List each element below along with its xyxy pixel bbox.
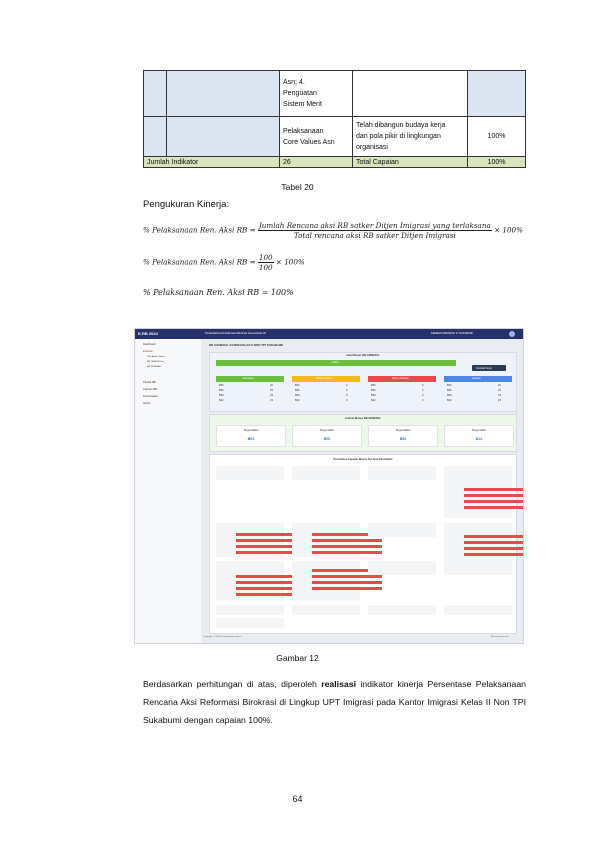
total-count: 26: [280, 157, 353, 168]
target-card[interactable]: [292, 425, 362, 447]
footer-right: Biro Perencanaan: [491, 636, 509, 638]
status-value: 23: [498, 389, 501, 392]
paragraph-text: indikator kinerja Persentase Pelaksanaan Rencana Aksi Reformasi Birokrasi di Lingkup UPT Imigrasi pada Kantor Imigrasi Kelas II Non TPI Sukabumi dengan capaian 100%.: [143, 679, 526, 725]
progress-row: [312, 551, 382, 554]
area-card: [216, 605, 284, 615]
area-card: [292, 466, 360, 480]
status-col-selesai: [444, 376, 512, 408]
footer-copyright: Copyright © 2024 Kementerian Imigrasi: [203, 636, 242, 638]
status-col-dalam-proses: [292, 376, 360, 408]
progress-row: [464, 547, 524, 550]
period-label: B12: [371, 399, 376, 402]
total-capaian-value: 100%: [468, 157, 526, 168]
target-label: Target Waktu: [395, 429, 411, 432]
progress-row: [464, 494, 524, 497]
formula-numerator: 100: [258, 253, 273, 262]
period-label: B09: [295, 394, 300, 397]
table-cell: [280, 71, 353, 117]
target-title: Lembar Monev RB GENERAL: [344, 417, 382, 420]
sidebar-subitem-tematik[interactable]: RB TEMATIK Evs: [147, 361, 165, 363]
status-value: 0: [422, 384, 424, 387]
progress-row: [464, 553, 524, 556]
area-card: [216, 561, 284, 601]
app-logo: E-RB 2024: [138, 331, 158, 336]
hasil-monev-panel: [209, 352, 517, 412]
status-value: 23: [498, 394, 501, 397]
target-card[interactable]: [444, 425, 514, 447]
table-cell: [144, 71, 167, 117]
progress-row: [312, 575, 382, 578]
area-card: [368, 466, 436, 480]
progress-label: 100%: [332, 361, 339, 364]
status-value: 0: [346, 394, 348, 397]
target-value: B12: [475, 437, 483, 441]
formula-times: × 100%: [494, 225, 523, 235]
table-cell: [353, 71, 468, 117]
topbar-title: Portal Elektronik Reformasi Birokrasi Kementerian RI: [205, 332, 266, 335]
screenshot-topbar: [135, 329, 523, 339]
total-label: Jumlah Indikator: [144, 157, 280, 168]
table-cell: [144, 117, 167, 157]
period-label: B06: [371, 389, 376, 392]
formula-1: [143, 221, 523, 240]
total-row: [144, 157, 526, 168]
screenshot-sidebar: [135, 339, 201, 643]
sidebar-item-dashboard[interactable]: Dashboard: [143, 343, 156, 346]
target-panel: [209, 414, 517, 452]
section-heading: Pengukuran Kinerja:: [143, 199, 230, 210]
status-value: 0: [422, 389, 424, 392]
area-card: [368, 523, 436, 537]
table-cell: [280, 117, 353, 157]
progress-row: [464, 535, 524, 538]
indicator-table: [143, 70, 526, 168]
period-label: B03: [219, 384, 224, 387]
progress-row: [464, 488, 524, 491]
cell-text: dan pola pikir di lingkungan: [356, 133, 441, 140]
target-value: B03: [247, 437, 255, 441]
target-label: Target Waktu: [471, 429, 487, 432]
status-value: 20: [498, 384, 501, 387]
paragraph-text: Berdasarkan perhitungan di atas, diperoleh: [143, 679, 322, 689]
formula-numerator: Jumlah Rencana aksi RB satker Ditjen Imigrasi yang terlaksana: [258, 221, 491, 230]
status-header: Selesai: [444, 376, 512, 382]
formula-lhs: % Pelaksanaan Ren. Aksi RB =: [143, 257, 256, 267]
status-value: 23: [270, 394, 273, 397]
sidebar-item-laporan[interactable]: Laporan RB: [143, 388, 157, 391]
status-value: 23: [270, 389, 273, 392]
status-value: 23: [498, 399, 501, 402]
status-col-rencana: [216, 376, 284, 408]
area-card: [292, 561, 360, 601]
period-label: B03: [295, 384, 300, 387]
sidebar-item-evaluasi[interactable]: Evaluasi: [143, 350, 153, 353]
area-card: [444, 605, 512, 615]
progress-row: [464, 541, 524, 544]
area-card: [216, 523, 284, 557]
target-value: B06: [323, 437, 331, 441]
sidebar-item-admin[interactable]: Admin: [143, 402, 151, 405]
target-label: Target Waktu: [319, 429, 335, 432]
status-col-belum-selesai: [368, 376, 436, 408]
table-row: [144, 71, 526, 117]
area-title: Persentase Capaian Monev Per Area Perubahan: [333, 458, 393, 461]
paragraph-bold: realisasi: [321, 679, 356, 689]
table-cell: [167, 117, 280, 157]
figure-caption: Gambar 12: [276, 653, 319, 663]
area-card: [368, 561, 436, 575]
screenshot-main: [201, 339, 523, 643]
formula-2: [143, 253, 305, 272]
period-label: B12: [295, 399, 300, 402]
area-card: [216, 618, 284, 628]
conclusion-paragraph: [143, 675, 526, 729]
table-cell: [468, 71, 526, 117]
period-label: B06: [219, 389, 224, 392]
area-card: [368, 605, 436, 615]
status-header: Rencana: [216, 376, 284, 382]
hasil-title: Hasil Monev RB GENERAL: [346, 354, 380, 357]
area-perubahan-panel: [209, 454, 517, 634]
table-cell: [353, 117, 468, 157]
sidebar-item-pemantauan[interactable]: Pemantauan: [143, 395, 158, 398]
page-title: RB GENERAL KANIM KELAS II NON TPI SUKABUMI: [209, 343, 283, 347]
area-card: [444, 466, 512, 518]
sidebar-subitem-lke[interactable]: LKE Admin Satker: [147, 356, 165, 358]
table-cell: 100%: [468, 117, 526, 157]
area-card: [216, 466, 284, 480]
status-value: 0: [346, 389, 348, 392]
status-value: 0: [422, 399, 424, 402]
formula-result: % Pelaksanaan Ren. Aksi RB = 100%: [143, 288, 294, 297]
period-label: B03: [371, 384, 376, 387]
formula-fraction: [258, 221, 492, 240]
target-value: B09: [399, 437, 407, 441]
progress-bar: [216, 360, 456, 366]
sidebar-subitem-general[interactable]: RB GENERAL: [147, 366, 162, 368]
cell-text: organisasi: [356, 144, 388, 151]
target-card[interactable]: [368, 425, 438, 447]
table-row: [144, 117, 526, 157]
progress-row: [312, 545, 382, 548]
progress-row: [464, 506, 524, 509]
cell-text: Core Values Asn: [283, 138, 335, 146]
formula-denominator: 100: [258, 263, 273, 272]
kembali-button[interactable]: [472, 365, 506, 371]
status-value: 0: [346, 399, 348, 402]
area-card: [444, 523, 512, 561]
cell-text: Pelaksanaan: [283, 127, 324, 135]
total-capaian-label: Total Capaian: [353, 157, 468, 168]
period-label: B06: [447, 389, 452, 392]
status-header: Belum Selesai: [368, 376, 436, 382]
cell-text: Telah dibangun budaya kerja: [356, 122, 446, 129]
progress-row: [312, 587, 382, 590]
topbar-user: KEMENKUMHAM RI 17 SUKABUMI: [431, 332, 473, 335]
formula-lhs: % Pelaksanaan Ren. Aksi RB =: [143, 225, 256, 235]
area-card: [292, 605, 360, 615]
sidebar-item-produk[interactable]: Produk RB: [143, 381, 156, 384]
period-label: B12: [219, 399, 224, 402]
status-value: 20: [270, 384, 273, 387]
table-caption: Tabel 20: [281, 182, 314, 192]
formula-fraction: [258, 253, 274, 272]
status-header: Dalam Proses: [292, 376, 360, 382]
period-label: B09: [447, 394, 452, 397]
avatar[interactable]: [509, 331, 515, 337]
area-card: [444, 561, 512, 575]
period-label: B09: [371, 394, 376, 397]
period-label: B03: [447, 384, 452, 387]
period-label: B09: [219, 394, 224, 397]
dashboard-screenshot: [134, 328, 524, 644]
period-label: B12: [447, 399, 452, 402]
status-value: 23: [270, 399, 273, 402]
progress-row: [312, 581, 382, 584]
progress-row: [312, 539, 382, 542]
status-value: 0: [422, 394, 424, 397]
page-number: 64: [292, 794, 303, 804]
target-label: Target Waktu: [243, 429, 259, 432]
formula-denominator: Total rencana aksi RB satker Ditjen Imigrasi: [293, 231, 456, 240]
status-value: 0: [346, 384, 348, 387]
period-label: B06: [295, 389, 300, 392]
kembali-label: Kembali Input: [476, 366, 492, 370]
cell-text: Penguatan: [283, 90, 317, 97]
cell-text: Sistem Merit: [283, 101, 322, 108]
table-cell: [167, 71, 280, 117]
target-card[interactable]: [216, 425, 286, 447]
cell-text: Asn; 4.: [283, 79, 305, 86]
progress-row: [464, 500, 524, 503]
area-card: [292, 523, 360, 557]
formula-times: × 100%: [275, 257, 305, 267]
